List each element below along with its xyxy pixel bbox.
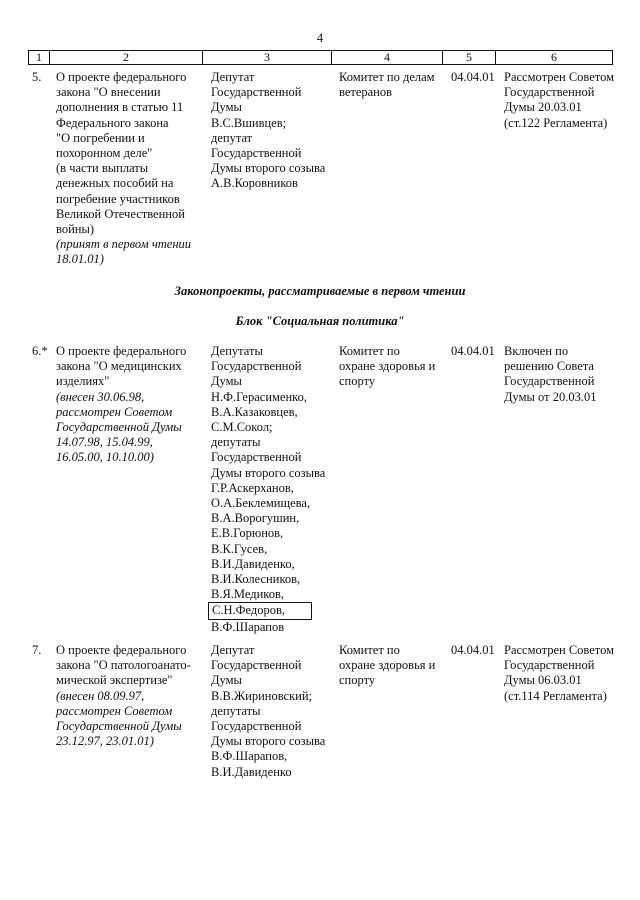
entry-number: 5. (32, 70, 42, 84)
section-heading: Законопроекты, рассматриваемые в первом чтении (174, 284, 466, 298)
bill-committee: Комитет по делам ветеранов (339, 70, 435, 100)
bill-committee: Комитет по охране здоровья и спорту (339, 344, 436, 389)
col-header-6: 6 (496, 51, 613, 65)
bill-title: О проекте федерального закона "О внесении дополнения в статью 11 Федерального закона "О погребении и похоронном деле" (в части выплаты денежных пособий на погребение участников Великой Отечественной войны) (принят в первом чтении 18.01.01) (56, 70, 202, 268)
bill-status: Рассмотрен Советом Государственной Думы 20.03.01 (ст.122 Регламента) (504, 70, 615, 130)
bill-title: О проекте федерального закона "О медицинских изделиях" (внесен 30.06.98, рассмотрен Советом Государственной Думы 14.07.98, 15.04.99, 16.05.00, 10.10.00) (56, 344, 202, 466)
col-header-2: 2 (50, 51, 203, 65)
col-header-4: 4 (332, 51, 443, 65)
bill-date: 04.04.01 (451, 70, 495, 84)
entry-number: 7. (32, 643, 42, 657)
bill-authors: Депутат Государственной Думы В.С.Вшивцев; депутат Государственной Думы второго созыва А.В.Коровников (211, 70, 326, 191)
bill-note: (внесен 08.09.97, (56, 688, 145, 703)
bill-authors: Депутаты Государственной Думы Н.Ф.Герасименко, В.А.Казаковцев, С.М.Сокол; депутаты Государственной Думы второго созыва Г.Р.Аскерханов, О.А.Беклемищева, В.А.Ворогушин, Е.В.Горюнов, В.К.Гусев, В.И.Давиденко, В.И.Колесников, В.Я.Медиков, С.Н.Федоров, В.Ф.Шарапов (211, 344, 336, 635)
bill-status: Включен по решению Совета Государственной Думы от 20.03.01 (504, 344, 597, 404)
col-header-3: 3 (203, 51, 332, 65)
col-header-1: 1 (29, 51, 50, 65)
highlighted-author: С.Н.Федоров, (208, 602, 312, 619)
bill-committee: Комитет по охране здоровья и спорту (339, 643, 436, 688)
bill-date: 04.04.01 (451, 643, 495, 657)
bill-note: (принят в первом чтении (56, 237, 192, 252)
column-header-row (28, 50, 613, 65)
col-header-5: 5 (443, 51, 496, 65)
block-heading: Блок "Социальная политика" (235, 314, 405, 328)
page-number: 4 (316, 31, 324, 45)
entry-number: 6.* (32, 344, 48, 358)
bill-title: О проекте федерального закона "О патологоанато- мической экспертизе" (внесен 08.09.97, рассмотрен Советом Государственной Думы 23.12.97, 23.01.01) (56, 643, 202, 749)
bill-date: 04.04.01 (451, 344, 495, 358)
bill-note: (внесен 30.06.98, (56, 389, 145, 404)
bill-status: Рассмотрен Советом Государственной Думы 06.03.01 (ст.114 Регламента) (504, 643, 615, 703)
bill-authors: Депутат Государственной Думы В.В.Жириновский; депутаты Государственной Думы второго созыва В.Ф.Шарапов, В.И.Давиденко (211, 643, 326, 779)
